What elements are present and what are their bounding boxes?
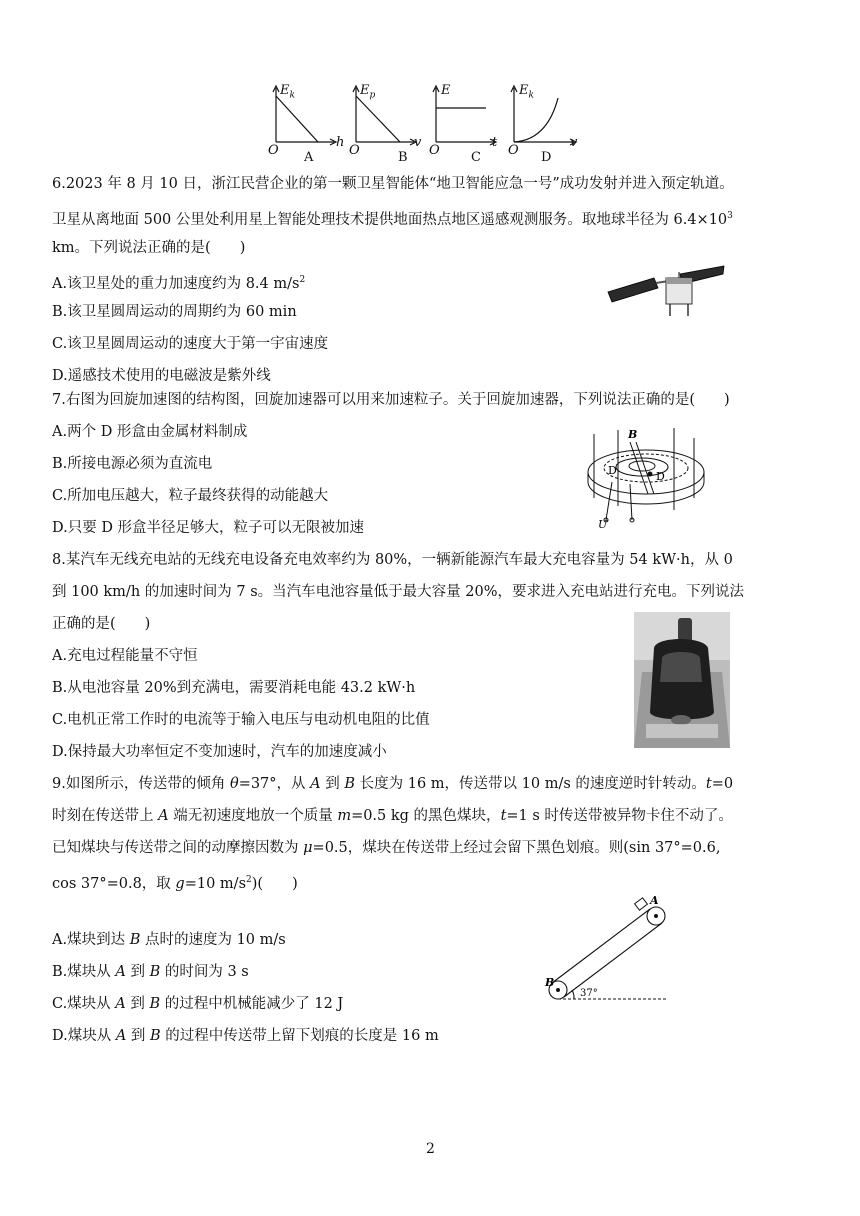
cyclotron-label-d1: D — [608, 464, 617, 477]
graph-b-xlabel: v — [414, 135, 422, 150]
q9-option-b: B.煤块从 A 到 B 的时间为 3 s — [52, 964, 249, 980]
graph-a-line — [276, 96, 318, 142]
graph-a-xlabel: h — [336, 135, 345, 150]
q6-stem-line3: km。下列说法正确的是( ) — [52, 240, 246, 256]
q6-option-c: C.该卫星圆周运动的速度大于第一宇宙速度 — [52, 336, 329, 352]
q6-option-a: A.该卫星处的重力加速度约为 8.4 $m/s^2$ — [52, 275, 306, 292]
q9-stem-line4: cos 37°=0.8，取 g=10 $m/s^2$)( ) — [52, 875, 298, 892]
satellite-image — [606, 262, 726, 322]
q8-option-d: D.保持最大功率恒定不变加速时，汽车的加速度减小 — [52, 744, 387, 760]
q7-option-c: C.所加电压越大，粒子最终获得的动能越大 — [52, 488, 329, 504]
graph-c-xlabel: t — [492, 135, 498, 150]
graph-b-line — [356, 96, 400, 142]
q9-stem-line1: 9.如图所示，传送带的倾角 θ=37°，从 A 到 B 长度为 16 m，传送带以 10 m/s 的速度逆时针转动。t=0 — [52, 776, 734, 792]
graph-c-caption: C — [471, 150, 481, 165]
graph-d-xlabel: v — [570, 135, 578, 150]
graph-b-origin: O — [349, 143, 360, 158]
q7-stem: 7.右图为回旋加速图的结构图，回旋加速器可以用来加速粒子。关于回旋加速器，下列说法正确的是( ) — [52, 392, 730, 408]
charging-car-photo — [634, 612, 730, 748]
cyclotron-diagram — [574, 424, 714, 528]
q6-option-b: B.该卫星圆周运动的周期约为 60 min — [52, 304, 297, 320]
q8-stem-line1: 8.某汽车无线充电站的无线充电设备充电效率约为 80%，一辆新能源汽车最大充电容量为 54 kW·h，从 0 — [52, 552, 733, 568]
graph-b-ylabel: $E_p$ — [360, 83, 376, 101]
graph-d-origin: O — [508, 143, 519, 158]
graph-d-caption: D — [541, 150, 552, 165]
belt-label-b: B — [545, 976, 555, 989]
cyclotron-label-d2: D — [656, 470, 665, 483]
graph-b-caption: B — [398, 150, 408, 165]
graph-d-ylabel: $E_k$ — [519, 83, 534, 101]
q9-stem-line2: 时刻在传送带上 A 端无初速度地放一个质量 m=0.5 kg 的黑色煤块，t=1 s 时传送带被异物卡住不动了。 — [52, 808, 733, 824]
graph-c-ylabel: E — [441, 83, 451, 98]
q6-stem-line2: 卫星从离地面 500 公里处利用星上智能处理技术提供地面热点地区遥感观测服务。取地球半径为 $6.4\times 10^3$ — [52, 211, 733, 228]
q7-option-b: B.所接电源必须为直流电 — [52, 456, 213, 472]
graph-c-origin: O — [429, 143, 440, 158]
q6-option-d: D.遥感技术使用的电磁波是紫外线 — [52, 368, 271, 384]
graph-a-origin: O — [268, 143, 279, 158]
q6-stem-line1: 6.2023 年 8 月 10 日，浙江民营企业的第一颗卫星智能体“地卫智能应急一号”成功发射并进入预定轨道。 — [52, 176, 734, 192]
q9-option-a: A.煤块到达 B 点时的速度为 10 m/s — [52, 932, 286, 948]
q9-stem-line3: 已知煤块与传送带之间的动摩擦因数为 μ=0.5，煤块在传送带上经过会留下黑色划痕。则(sin 37°=0.6, — [52, 840, 721, 856]
cyclotron-label-u: U — [598, 518, 608, 528]
graph-a-caption: A — [304, 150, 314, 165]
graph-a-ylabel: $E_k$ — [280, 83, 295, 101]
q8-option-c: C.电机正常工作时的电流等于输入电压与电动机电阻的比值 — [52, 712, 430, 728]
belt-label-a: A — [650, 894, 659, 907]
cyclotron-label-b: B — [628, 428, 638, 441]
conveyor-belt-diagram — [538, 892, 678, 1008]
q9-option-d: D.煤块从 A 到 B 的过程中传送带上留下划痕的长度是 16 m — [52, 1028, 439, 1044]
q7-option-a: A.两个 D 形盒由金属材料制成 — [52, 424, 248, 440]
page-number: 2 — [426, 1141, 435, 1157]
q7-option-d: D.只要 D 形盒半径足够大，粒子可以无限被加速 — [52, 520, 365, 536]
belt-angle-label: 37° — [580, 988, 598, 999]
graph-d-curve — [514, 98, 558, 142]
q9-option-c: C.煤块从 A 到 B 的过程中机械能减少了 12 J — [52, 996, 344, 1012]
q8-stem-line2: 到 100 km/h 的加速时间为 7 s。当汽车电池容量低于最大容量 20%，要求进入充电站进行充电。下列说法 — [52, 584, 744, 600]
q8-option-b: B.从电池容量 20%到充满电，需要消耗电能 43.2 kW·h — [52, 680, 416, 696]
q8-option-a: A.充电过程能量不守恒 — [52, 648, 198, 664]
q8-stem-line3: 正确的是( ) — [52, 616, 151, 632]
